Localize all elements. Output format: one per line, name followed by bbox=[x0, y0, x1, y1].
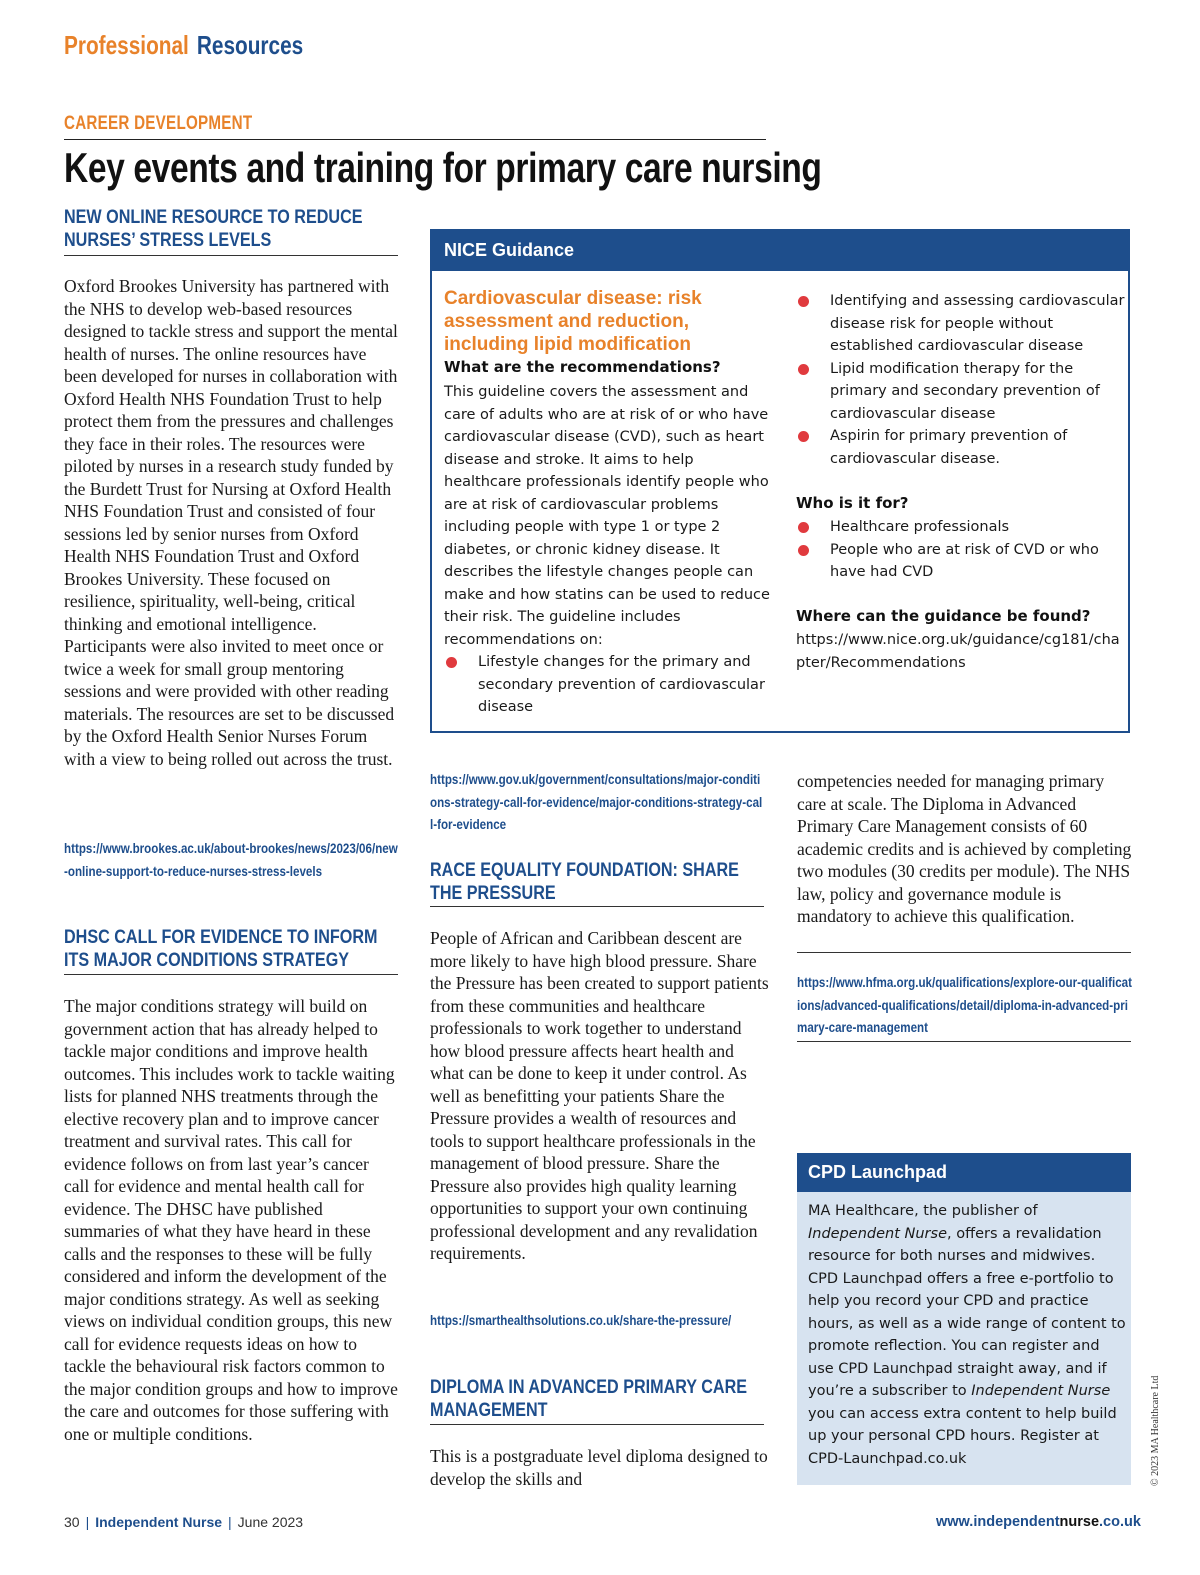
url-part: .co.uk bbox=[1099, 1514, 1141, 1530]
publication-name: Independent Nurse bbox=[971, 1383, 1111, 1399]
kicker-rule bbox=[64, 139, 766, 140]
nice-guidance-title: NICE Guidance bbox=[444, 240, 575, 260]
footer-separator: | bbox=[85, 1514, 90, 1530]
share-pressure-link[interactable]: https://smarthealthsolutions.co.uk/share-the-pressure/ bbox=[430, 1313, 732, 1328]
nice-subtitle: Cardiovascular disease: risk assessment and reduction, including lipid modification bbox=[444, 288, 702, 355]
article-heading-stress-resource: NEW ONLINE RESOURCE TO REDUCE NURSES’ STRESS LEVELS bbox=[64, 207, 363, 251]
bullet-dot-icon bbox=[798, 296, 809, 307]
recommendation-list-right bbox=[796, 290, 1126, 470]
recommendation-text: Identifying and assessing cardiovascular disease risk for people without established cardiovascular disease bbox=[830, 293, 1125, 354]
heading-rule bbox=[430, 906, 764, 907]
footer-separator: | bbox=[228, 1514, 232, 1530]
cpd-text-part: , offers a revalidation resource for both nurses and midwives. CPD Launchpad offers a free e-portfolio to help you record your CPD and practice hours, as well as a wide range of content to promote reflection. You can register and use CPD Launchpad straight away, and if you’re a subscriber to bbox=[808, 1225, 1126, 1399]
publication-name: Independent Nurse bbox=[808, 1225, 947, 1242]
nice-guidance-box bbox=[430, 229, 1130, 733]
article-body-diploma-start: This is a postgraduate level diploma designed to develop the skills and bbox=[430, 1446, 768, 1489]
nice-guidance-bar bbox=[432, 231, 1128, 271]
heading-rule bbox=[430, 1424, 764, 1425]
divider-rule bbox=[797, 1041, 1131, 1042]
recommendation-text: Aspirin for primary prevention of cardiovascular disease. bbox=[830, 428, 1068, 467]
bullet-dot-icon bbox=[798, 431, 809, 442]
publication-name: Independent Nurse bbox=[95, 1514, 223, 1530]
url-part: nurse bbox=[1059, 1514, 1100, 1530]
footer-left bbox=[64, 1514, 303, 1530]
recommendation-text: Lipid modification therapy for the primary and secondary prevention of cardiovascular disease bbox=[830, 360, 1100, 422]
article-heading-share-pressure: RACE EQUALITY FOUNDATION: SHARE THE PRESSURE bbox=[430, 860, 739, 904]
page-title: Key events and training for primary care nursing bbox=[64, 144, 822, 191]
section-label-resources: Resources bbox=[196, 30, 304, 60]
url-part: www.independent bbox=[936, 1514, 1060, 1530]
nice-question-where: Where can the guidance be found? bbox=[796, 607, 1091, 625]
cpd-launchpad-title: CPD Launchpad bbox=[808, 1162, 948, 1182]
article-body-share-pressure: People of African and Caribbean descent are more likely to have high blood pressure. Share the Pressure has been created to support patients from these communities and healthcare professionals to work together to understand how blood pressure affects heart health and what can be done to keep it under control. As well as benefitting your patients Share the Pressure provides a wealth of resources and tools to support healthcare professionals in the management of blood pressure. Share the Pressure also provides high quality learning opportunities to support your own continuing professional development and any revalidation requirements. bbox=[430, 928, 769, 1263]
bullet-dot-icon bbox=[798, 545, 809, 556]
copyright-notice: © 2023 MA Healthcare Ltd bbox=[1150, 1375, 1161, 1486]
bullet-dot-icon bbox=[798, 364, 809, 375]
issue-date: June 2023 bbox=[237, 1514, 304, 1530]
cpd-text-part: MA Healthcare, the publisher of bbox=[808, 1203, 1038, 1219]
divider-rule bbox=[797, 952, 1131, 953]
bullet-dot-icon bbox=[446, 657, 457, 668]
cpd-launchpad-box bbox=[797, 1153, 1131, 1485]
bullet-dot-icon bbox=[798, 522, 809, 533]
hfma-link[interactable]: https://www.hfma.org.uk/qualifications/explore-our-qualifications/advanced-qualifications/detail/diploma-in-advanced-primary-care-management bbox=[797, 975, 1132, 1035]
page-number: 30 bbox=[64, 1514, 80, 1530]
brookes-link[interactable]: https://www.brookes.ac.uk/about-brookes/news/2023/06/new-online-support-to-reduce-nurses-stress-levels bbox=[64, 841, 398, 879]
nice-question-audience: Who is it for? bbox=[796, 494, 909, 512]
list-item bbox=[796, 358, 1126, 426]
article-heading-dhsc: DHSC CALL FOR EVIDENCE TO INFORM ITS MAJOR CONDITIONS STRATEGY bbox=[64, 927, 378, 971]
article-body-stress-resource: Oxford Brookes University has partnered with the NHS to develop web-based resources designed to tackle stress and support the mental health of nurses. The online resources have been developed for nurses in collaboration with Oxford Health NHS Foundation Trust to help protect them from the pressures and challenges they face in their roles. The resources were piloted by nurses in a research study funded by the Burdett Trust for Nursing at Oxford Health NHS Foundation Trust and consisted of four sessions led by senior nurses from Oxford Health NHS Foundation Trust and Oxford Brookes University. These focused on resilience, spirituality, well-being, critical thinking and emotional intelligence. Participants were also invited to meet once or twice a week for small group mentoring sessions and were provided with other reading materials. The resources are set to be discussed by the Oxford Health Senior Nurses Forum with a view to being rolled out across the trust. bbox=[64, 276, 398, 769]
cpd-launchpad-text bbox=[808, 1200, 1126, 1470]
section-label-professional: Professional bbox=[64, 30, 189, 60]
cpd-text-part: you can access extra content to help build up your personal CPD hours. Register at CPD-Launchpad.co.uk bbox=[808, 1405, 1117, 1467]
kicker: CAREER DEVELOPMENT bbox=[64, 113, 253, 134]
section-label bbox=[64, 30, 303, 61]
cpd-launchpad-bar bbox=[797, 1153, 1131, 1192]
nice-description: This guideline covers the assessment and care of adults who are at risk of or who have cardiovascular disease (CVD), such as heart disease and stroke. It aims to help healthcare professionals identify people who are at risk of cardiovascular problems including people with type 1 or type 2 diabetes, or chronic kidney disease. It describes the lifestyle changes people can make and how statins can be used to reduce their risk. The guideline includes recommendations on: bbox=[444, 384, 770, 648]
article-heading-diploma: DIPLOMA IN ADVANCED PRIMARY CARE MANAGEMENT bbox=[430, 1377, 748, 1421]
list-item bbox=[796, 516, 1126, 539]
list-item bbox=[796, 539, 1126, 584]
list-item bbox=[444, 651, 774, 719]
audience-text: Healthcare professionals bbox=[830, 519, 1010, 535]
article-body-dhsc: The major conditions strategy will build on government action that has already helped to tackle major conditions and improve health outcomes. This includes work to tackle waiting lists for planned NHS treatments through the elective recovery plan and to improve cancer treatment and survival rates. This call for evidence follows on from last year’s cancer call for evidence and mental health call for evidence. The DHSC have published summaries of what they have heard in these calls and the responses to these will be fully considered and inform the development of the major conditions strategy. As well as seeking views on individual condition groups, this new call for evidence requests ideas on how to tackle the behavioural risk factors common to the major condition groups and how to improve the care and outcomes for those suffering with one or multiple conditions. bbox=[64, 996, 398, 1444]
audience-text: People who are at risk of CVD or who have had CVD bbox=[830, 541, 1099, 580]
list-item bbox=[796, 290, 1126, 358]
heading-rule bbox=[64, 255, 398, 256]
footer-website-link[interactable] bbox=[936, 1514, 1141, 1530]
audience-list bbox=[796, 516, 1126, 584]
nice-guidance-url[interactable]: https://www.nice.org.uk/guidance/cg181/chapter/Recommendations bbox=[796, 632, 1120, 671]
list-item bbox=[796, 425, 1126, 470]
recommendation-text: Lifestyle changes for the primary and secondary prevention of cardiovascular disease bbox=[478, 654, 765, 715]
nice-question-recommendations: What are the recommendations? bbox=[444, 358, 721, 376]
heading-rule bbox=[64, 974, 398, 975]
article-body-diploma-cont: competencies needed for managing primary care at scale. The Diploma in Advanced Primary Care Management consists of 60 academic credits and is achieved by completing two modules (30 credits per module). The NHS law, policy and governance module is mandatory to achieve this qualification. bbox=[797, 771, 1132, 926]
recommendation-list-left bbox=[444, 651, 774, 719]
gov-uk-link[interactable]: https://www.gov.uk/government/consultations/major-conditions-strategy-call-for-evidence/major-conditions-strategy-call-for-evidence bbox=[430, 772, 763, 832]
